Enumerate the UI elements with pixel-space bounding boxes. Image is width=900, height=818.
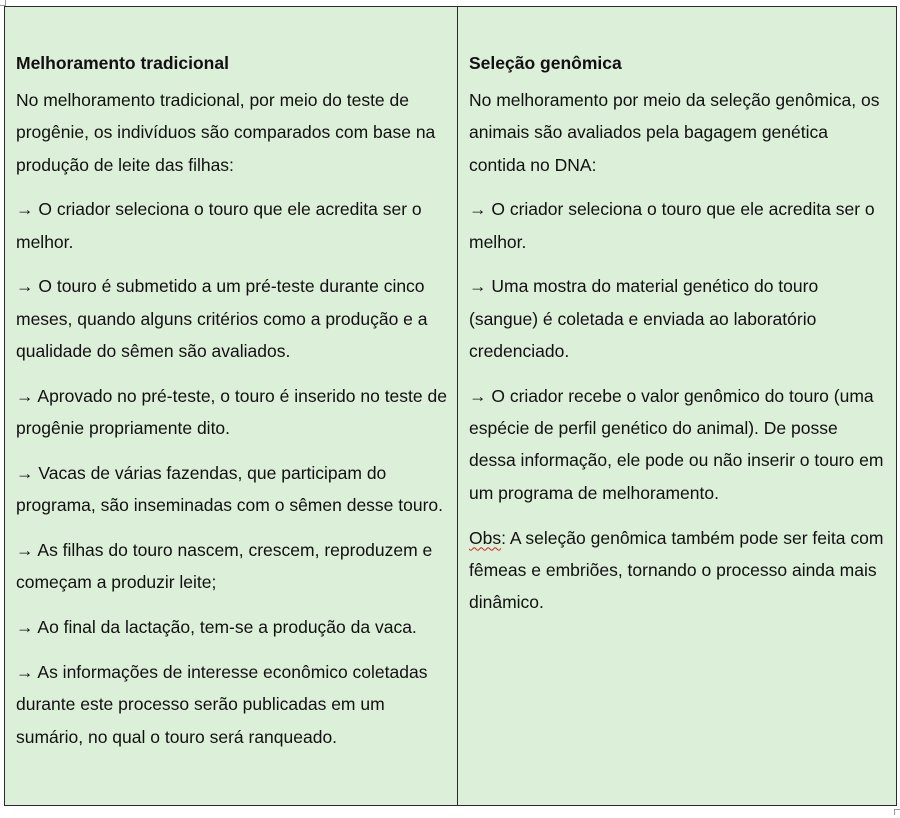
obs-label: Obs [469,527,502,548]
genomic-obs-paragraph [469,522,888,619]
table-cell-traditional[interactable] [5,7,458,805]
traditional-step-paragraph: → O criador seleciona o touro que ele acredita ser o melhor. [16,199,422,252]
traditional-step-paragraph: → As filhas do touro nascem, crescem, reproduzem e começam a produzir leite; [16,540,433,593]
traditional-step-paragraph: → O touro é submetido a um pré-teste durante cinco meses, quando alguns critérios como a produção e a qualidade do sêmen são avaliados. [16,276,428,362]
comparison-table [4,6,897,806]
genomic-heading: Seleção genômica [469,53,622,73]
genomic-step-paragraph: → O criador recebe o valor genômico do touro (uma espécie de perfil genético do animal). De posse dessa informação, ele pode ou não inserir o touro em um programa de melhoramento. [469,385,884,503]
table-cell-genomic[interactable] [458,7,896,805]
traditional-step-paragraph: → Aprovado no pré-teste, o touro é inserido no teste de progênie propriamente dito. [16,385,447,439]
traditional-step-paragraph: → Vacas de várias fazendas, que participam do programa, são inseminadas com o sêmen desse touro. [16,462,444,516]
genomic-step-paragraph: → Uma mostra do material genético do touro (sangue) é coletada e enviada ao laboratório credenciado. [469,276,819,362]
traditional-step-paragraph: → As informações de interesse econômico coletadas durante este processo serão publicadas em um sumário, no qual o touro será ranqueado. [16,661,428,747]
traditional-heading: Melhoramento tradicional [16,53,229,73]
traditional-intro-paragraph: No melhoramento tradicional, por meio do teste de progênie, os indivíduos são comparados com base na produção de leite das filhas: [16,90,436,175]
genomic-step-paragraph: → O criador seleciona o touro que ele acredita ser o melhor. [469,199,875,252]
genomic-intro-paragraph: No melhoramento por meio da seleção genômica, os animais são avaliados pela bagagem genética contida no DNA: [469,90,880,175]
traditional-step-paragraph: → Ao final da lactação, tem-se a produção da vaca. [16,617,417,638]
page-corner-mark-bottom-right [894,809,900,815]
obs-text: : A seleção genômica também pode ser feita com fêmeas e embriões, tornando o processo ainda mais dinâmico. [469,527,884,613]
